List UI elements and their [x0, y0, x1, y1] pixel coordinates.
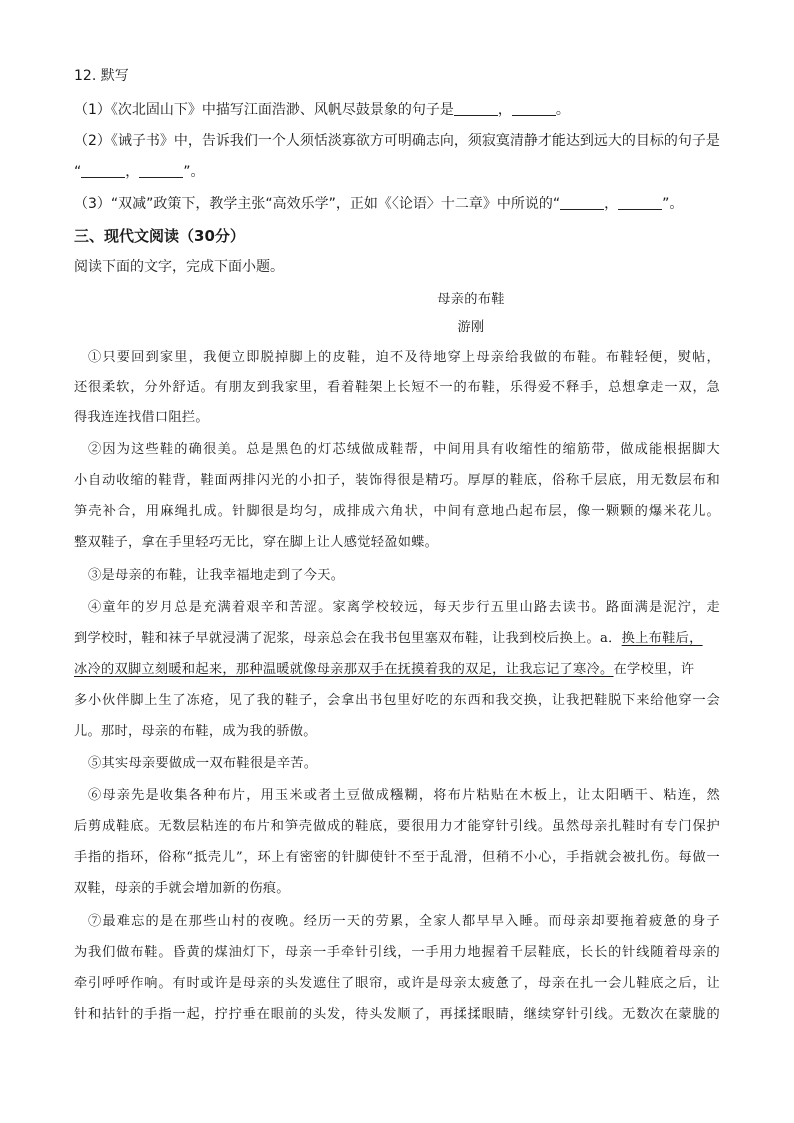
article-line: ②因为这些鞋的确很美。总是黑色的灯芯绒做成鞋帮，中间用具有收缩性的缩筋带，做成能根据脚大 — [88, 442, 720, 457]
underlined-sentence-a: 换上布鞋后， — [621, 631, 703, 646]
article-title: 母亲的布鞋 — [437, 292, 505, 307]
article-line: 手指的指环，俗称“抵壳儿”，环上有密密的针脚使针不至于乱滑，但稍不小心，手指就会被扎伤。每做一 — [74, 850, 720, 865]
item-text: “ — [74, 164, 82, 180]
article-line: ⑦最难忘的是在那些山村的夜晚。经历一天的劳累，全家人都早早入睡。而母亲却要拖着疲惫的身子 — [88, 914, 720, 929]
item-text: （1）《次北固山下》中描写江面浩渺、风帆尽鼓景象的句子是 — [74, 102, 454, 118]
answer-blank[interactable] — [618, 195, 662, 210]
answer-blank[interactable] — [454, 101, 498, 116]
article-author: 游刚 — [457, 320, 485, 335]
article-line: ⑥母亲先是收集各种布片，用玉米或者土豆做成糨糊，将布片粘贴在木板上，让太阳晒干、粘连，然 — [88, 788, 720, 803]
article-line: 针和拈针的手指一起，拧拧垂在眼前的头发，待头发顺了，再揉揉眼睛，继续穿针引线。无数次在蒙胧的 — [74, 1007, 720, 1022]
article-line: 后剪成鞋底。无数层粘连的布片和笋壳做成的鞋底，要很用力才能穿针引线。虽然母亲扎鞋时有专门保护 — [74, 819, 720, 834]
section-instruction: 阅读下面的文字，完成下面小题。 — [74, 259, 284, 275]
question-12-item-2-line1: （2）《诫子书》中，告诉我们一个人须恬淡寡欲方可明确志向，须寂寞清静才能达到远大的目标的句子是 — [74, 133, 720, 149]
article-line: 笋壳补合，用麻绳扎成。针脚很是均匀，成排成六角状，中间有意地凸起布层，像一颗颗的爆米花儿。 — [74, 504, 720, 519]
separator: ， — [125, 164, 140, 180]
question-12-title: 12. 默写 — [74, 68, 129, 84]
article-line — [74, 660, 694, 680]
answer-blank[interactable] — [560, 195, 604, 210]
answer-blank[interactable] — [139, 163, 183, 178]
item-end: 。 — [555, 102, 570, 118]
article-line: 得我连连找借口阻拦。 — [74, 410, 209, 425]
article-line: ④童年的岁月总是充满着艰辛和苦涩。家离学校较远，每天步行五里山路去读书。路面满是泥泞，走 — [88, 600, 720, 615]
section-heading: 三、现代文阅读（30分） — [74, 227, 245, 245]
article-line: 整双鞋子，拿在手里轻巧无比，穿在脚上让人感觉轻盈如蝶。 — [74, 535, 439, 550]
separator: ， — [497, 102, 512, 118]
answer-blank[interactable] — [81, 163, 125, 178]
article-line: 还很柔软，分外舒适。有朋友到我家里，看着鞋架上长短不一的布鞋，乐得爱不释手，总想拿走一双，急 — [74, 380, 720, 395]
answer-blank[interactable] — [512, 101, 556, 116]
article-line: ⑤其实母亲要做成一双布鞋很是辛苦。 — [88, 756, 318, 771]
article-line: 为我们做布鞋。昏黄的煤油灯下，母亲一手牵针引线，一手用力地握着千层鞋底，长长的针线随着母亲的 — [74, 945, 720, 960]
article-line: 多小伙伴脚上生了冻疮，见了我的鞋子，会拿出书包里好吃的东西和我交换，让我把鞋脱下来给他穿一会 — [74, 693, 720, 708]
article-line — [74, 629, 703, 649]
article-text: 到学校时，鞋和袜子早就浸满了泥浆，母亲总会在我书包里塞双布鞋，让我到校后换上。a． — [74, 631, 622, 646]
question-12-item-2-line2 — [74, 162, 205, 182]
article-line: 小自动收缩的鞋背，鞋面两排闪光的小扣子，装饰得很是精巧。厚厚的鞋底，俗称千层底，用无数层布和 — [74, 473, 720, 488]
item-text: （3）“双减”政策下，教学主张“高效乐学”，正如《〈论语〉十二章》中所说的“ — [74, 196, 561, 212]
article-line: ③是母亲的布鞋，让我幸福地走到了今天。 — [88, 568, 345, 583]
article-line: 双鞋，母亲的手就会增加新的伤痕。 — [74, 881, 290, 896]
question-12-item-3 — [74, 194, 683, 214]
item-end: ”。 — [183, 164, 205, 180]
article-text: 在学校里，许 — [613, 662, 695, 677]
article-line: ①只要回到家里，我便立即脱掉脚上的皮鞋，迫不及待地穿上母亲给我做的布鞋。布鞋轻便，熨帖， — [88, 350, 720, 365]
item-end: ”。 — [662, 196, 684, 212]
article-line: 牵引呼呼作响。有时或许是母亲的头发遮住了眼帘，或许是母亲太疲惫了，母亲在扎一会儿鞋底之后，让 — [74, 976, 720, 991]
question-12-item-1 — [74, 100, 570, 120]
underlined-sentence-a: 冰冷的双脚立刻暖和起来，那种温暖就像母亲那双手在抚摸着我的双足，让我忘记了寒冷。 — [74, 662, 614, 677]
article-line: 儿。那时，母亲的布鞋，成为我的骄傲。 — [74, 724, 317, 739]
separator: ， — [604, 196, 619, 212]
